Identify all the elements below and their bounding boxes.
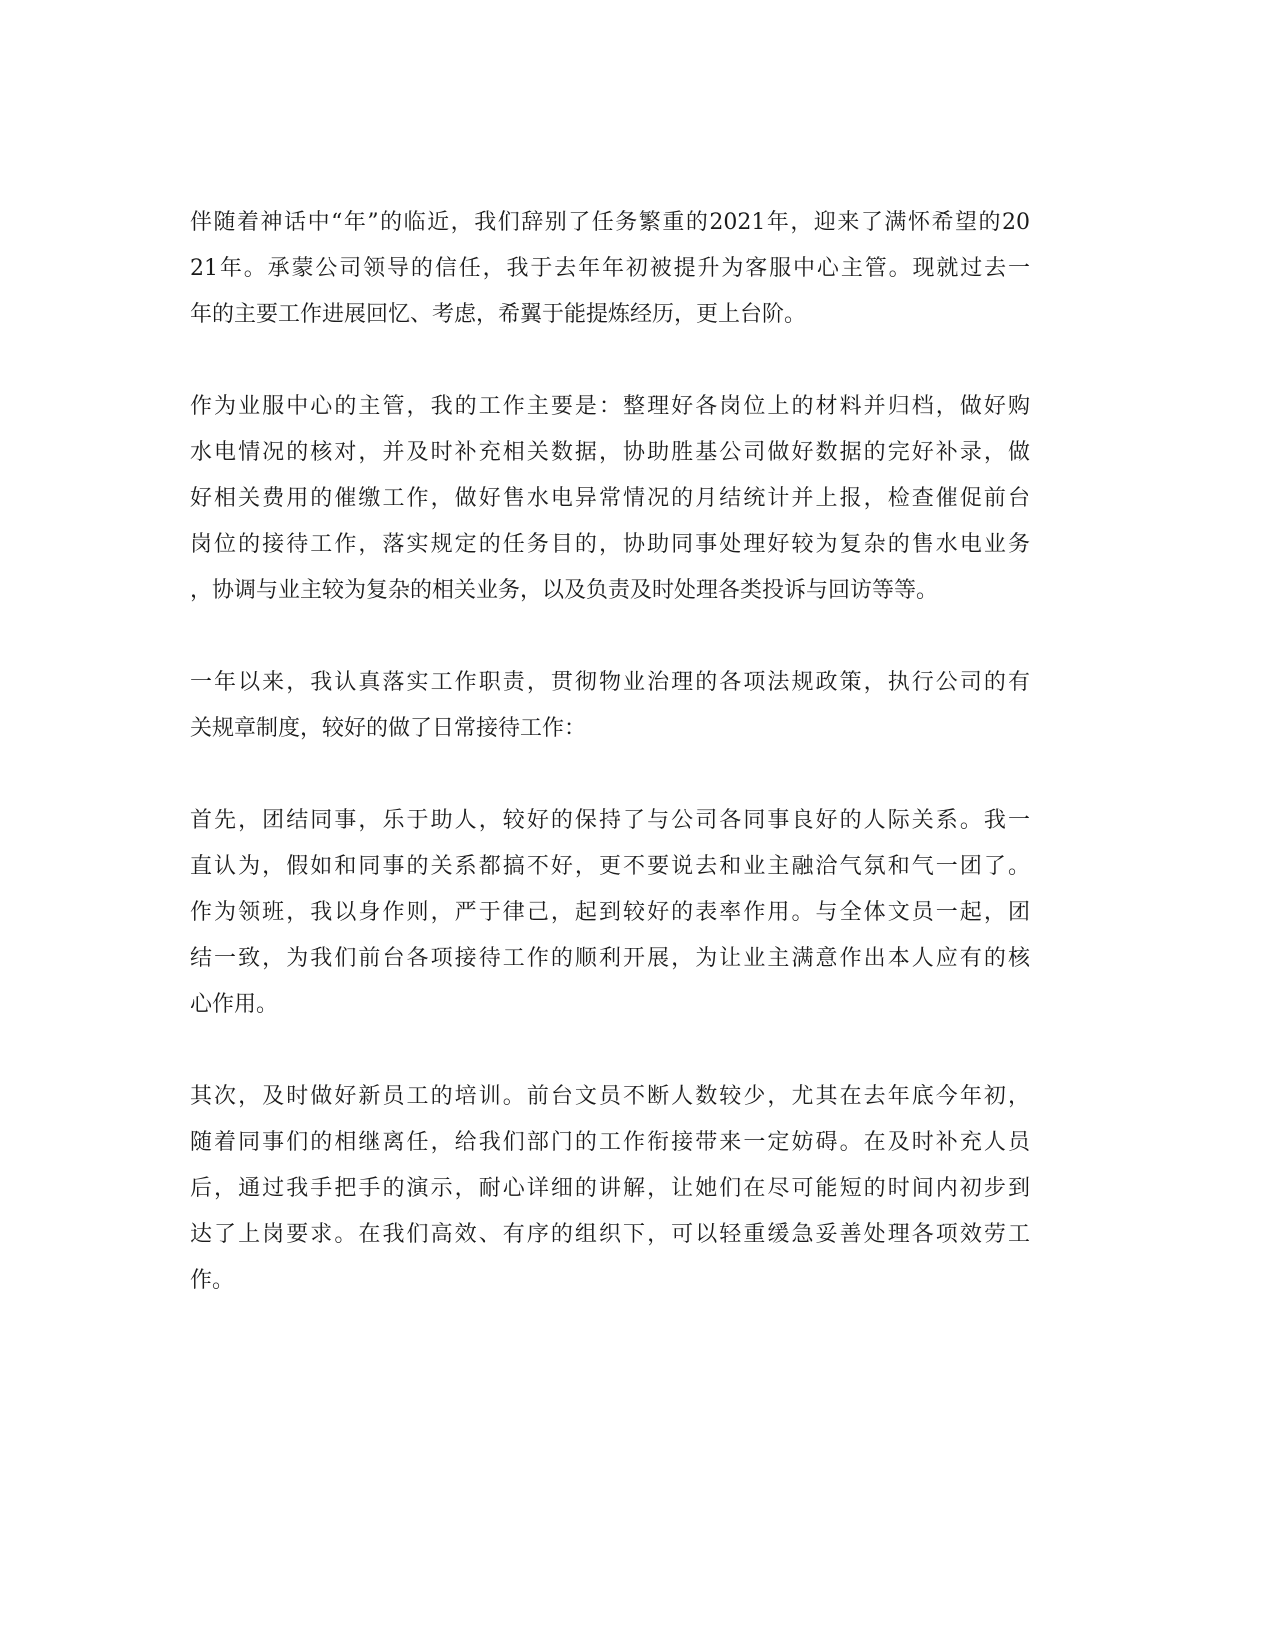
paragraph-line: 随着同事们的相继离任，给我们部门的工作衔接带来一定妨碍。在及时补充人员 <box>190 1130 1030 1155</box>
paragraph-line: 岗位的接待工作，落实规定的任务目的，协助同事处理好较为复杂的售水电业务 <box>190 532 1030 557</box>
paragraph-line: 作。 <box>190 1268 235 1293</box>
paragraph-line: 年的主要工作进展回忆、考虑，希翼于能提炼经历，更上台阶。 <box>190 302 807 327</box>
paragraph-line: 一年以来，我认真落实工作职责，贯彻物业治理的各项法规政策，执行公司的有 <box>190 670 1030 695</box>
paragraph-1 <box>190 200 1030 338</box>
document-body <box>190 200 1030 1304</box>
paragraph-line: 其次，及时做好新员工的培训。前台文员不断人数较少，尤其在去年底今年初， <box>190 1084 1030 1109</box>
paragraph-line: 伴随着神话中“年”的临近，我们辞别了任务繁重的2021年，迎来了满怀希望的20 <box>190 210 1030 235</box>
paragraph-5 <box>190 1074 1030 1304</box>
paragraph-line: 结一致，为我们前台各项接待工作的顺利开展，为让业主满意作出本人应有的核 <box>190 946 1030 971</box>
paragraph-line: 水电情况的核对，并及时补充相关数据，协助胜基公司做好数据的完好补录，做 <box>190 440 1030 465</box>
paragraph-line: ，协调与业主较为复杂的相关业务，以及负责及时处理各类投诉与回访等等。 <box>190 578 939 603</box>
paragraph-line: 心作用。 <box>190 992 279 1017</box>
paragraph-line: 后，通过我手把手的演示，耐心详细的讲解，让她们在尽可能短的时间内初步到 <box>190 1176 1030 1201</box>
paragraph-2 <box>190 384 1030 614</box>
paragraph-line: 达了上岗要求。在我们高效、有序的组织下，可以轻重缓急妥善处理各项效劳工 <box>190 1222 1030 1247</box>
paragraph-line: 作为业服中心的主管，我的工作主要是：整理好各岗位上的材料并归档，做好购 <box>190 394 1030 419</box>
paragraph-4 <box>190 798 1030 1028</box>
paragraph-line: 首先，团结同事，乐于助人，较好的保持了与公司各同事良好的人际关系。我一 <box>190 808 1030 833</box>
paragraph-line: 好相关费用的催缴工作，做好售水电异常情况的月结统计并上报，检查催促前台 <box>190 486 1030 511</box>
paragraph-line: 21年。承蒙公司领导的信任，我于去年年初被提升为客服中心主管。现就过去一 <box>190 256 1030 281</box>
paragraph-line: 关规章制度，较好的做了日常接待工作： <box>190 716 587 741</box>
paragraph-line: 作为领班，我以身作则，严于律己，起到较好的表率作用。与全体文员一起，团 <box>190 900 1030 925</box>
paragraph-3 <box>190 660 1030 752</box>
paragraph-line: 直认为，假如和同事的关系都搞不好，更不要说去和业主融洽气氛和气一团了。 <box>190 854 1030 879</box>
